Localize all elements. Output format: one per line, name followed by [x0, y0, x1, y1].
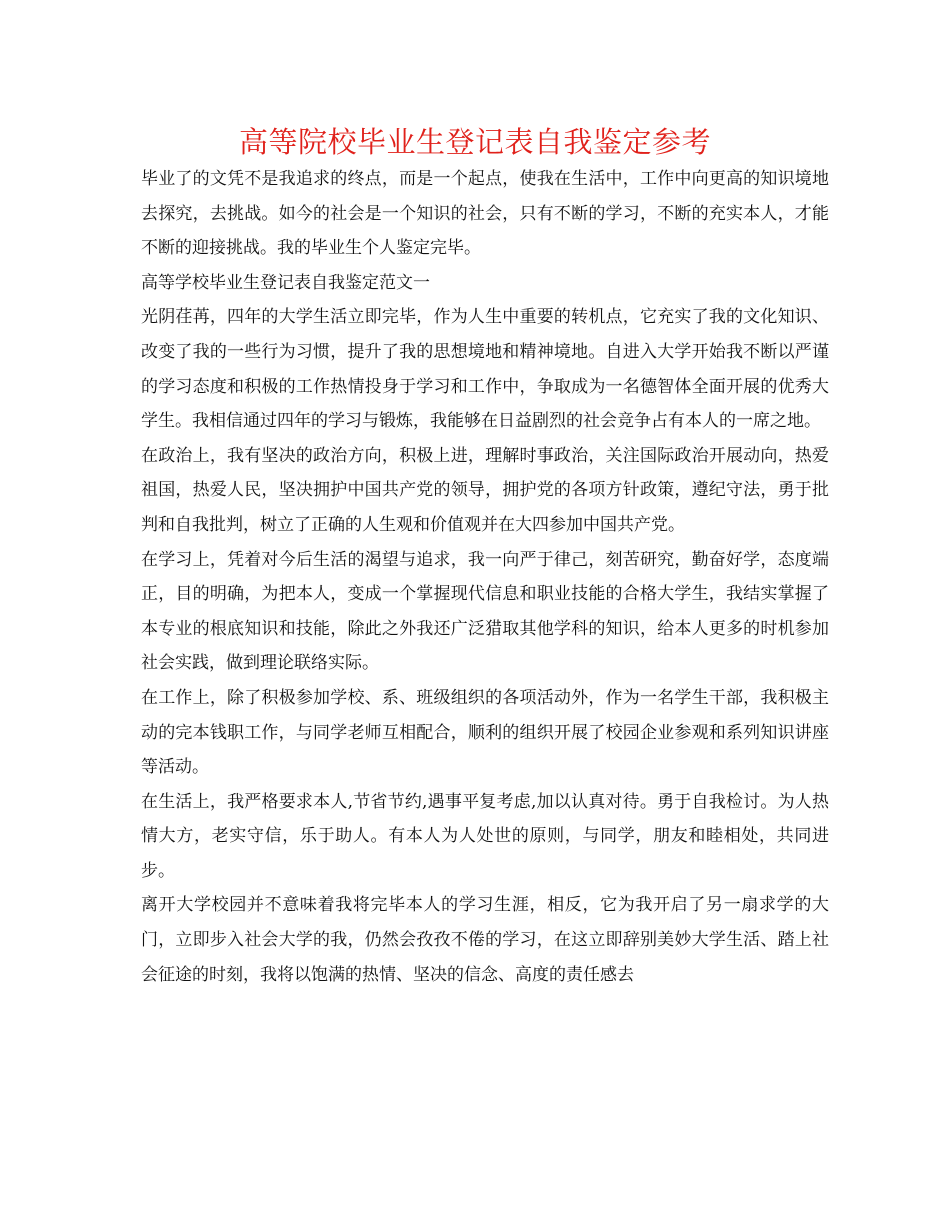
paragraph-politics: 在政治上，我有坚决的政治方向，积极上进，理解时事政治，关注国际政治开展动向，热爱祖国，热爱人民，坚决拥护中国共产党的领导，拥护党的各项方针政策，遵纪守法，勇于批判和自我批判，树立了正确的人生观和价值观并在大四参加中国共产党。 — [141, 445, 829, 535]
paragraph-study: 在学习上，凭着对今后生活的渴望与追求，我一向严于律己，刻苦研究，勤奋好学，态度端正，目的明确，为把本人，变成一个掌握现代信息和职业技能的合格大学生，我结实掌握了本专业的根底知识和技能，除此之外我还广泛猎取其他学科的知识，给本人更多的时机参加社会实践，做到理论联络实际。 — [141, 549, 829, 674]
paragraph-work: 在工作上，除了积极参加学校、系、班级组织的各项活动外，作为一名学生干部，我积极主动的完本钱职工作，与同学老师互相配合，顺利的组织开展了校园企业参观和系列知识讲座等活动。 — [141, 687, 829, 778]
paragraph-heading: 高等学校毕业生登记表自我鉴定范文一 — [141, 272, 430, 293]
paragraph-intro: 毕业了的文凭不是我追求的终点，而是一个起点，使我在生活中，工作中向更高的知识境地去探究，去挑战。如今的社会是一个知识的社会，只有不断的学习，不断的充实本人，才能不断的迎接挑战。我的毕业生个人鉴定完毕。 — [141, 169, 829, 259]
paragraph-overview: 光阴荏苒，四年的大学生活立即完毕，作为人生中重要的转机点，它充实了我的文化知识、改变了我的一些行为习惯，提升了我的思想境地和精神境地。自进入大学开始我不断以严谨的学习态度和积极的工作热情投身于学习和工作中，争取成为一名德智体全面开展的优秀大学生。我相信通过四年的学习与锻炼，我能够在日益剧烈的社会竞争占有本人的一席之地。 — [141, 307, 829, 432]
paragraph-life: 在生活上，我严格要求本人,节省节约,遇事平复考虑,加以认真对待。勇于自我检讨。为人热情大方，老实守信，乐于助人。有本人为人处世的原则，与同学，朋友和睦相处，共同进步。 — [141, 791, 829, 881]
document-body — [141, 162, 829, 992]
paragraph-closing: 离开大学校园并不意味着我将完毕本人的学习生涯，相反，它为我开启了另一扇求学的大门，立即步入社会大学的我，仍然会孜孜不倦的学习，在这立即辞别美妙大学生活、踏上社会征途的时刻，我将以饱满的热情、坚决的信念、高度的责任感去 — [141, 895, 829, 985]
document-title: 高等院校毕业生登记表自我鉴定参考 — [238, 125, 711, 159]
